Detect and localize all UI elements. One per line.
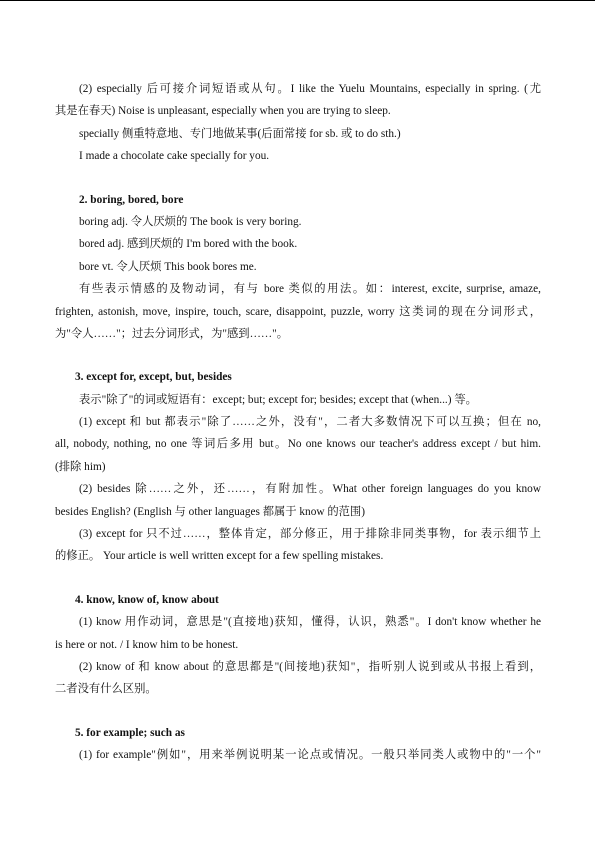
header-rule [0,0,595,1]
boring-definition: boring adj. 令人厌烦的 The book is very boring. [79,215,302,228]
besides-line-1: (2) besides 除……之外，还……，有附加性。What other foreign languages do you know [79,483,541,496]
especially-paragraph-line-1: (2) especially 后可接介词短语或从句。I like the Yuelu Mountains, especially in spring. (尤 [79,83,541,95]
emotion-verbs-note-line-1: 有些表示情感的及物动词，有与 bore 类似的用法。如：interest, excite, surprise, amaze, [79,283,541,296]
except-but-line-1: (1) except 和 but 都表示"除了……之外，没有"，二者大多数情况下可以互换；但在 no, [79,416,541,429]
section-heading-except: 3. except for, except, but, besides [75,371,232,384]
emotion-verbs-note-line-2: frighten, astonish, move, inspire, touch, scare, disappoint, puzzle, worry 这类词的现在分词形式， [55,305,541,318]
know-line-2: is here or not. / I know him to be honest. [55,638,239,651]
bore-definition: bore vt. 令人厌烦 This book bores me. [79,260,257,273]
bored-definition: bored adj. 感到厌烦的 I'm bored with the book. [79,238,298,251]
specially-definition: specially 侧重特意地、专门地做某事(后面常接 for sb. 或 to do sth.) [79,127,401,140]
document-body [55,78,541,767]
specially-example: I made a chocolate cake specially for you. [79,150,270,163]
except-intro: 表示"除了"的词或短语有：except; but; except for; besides; except that (when...) 等。 [79,393,477,406]
section-gap [55,168,541,189]
except-for-line-1: (3) except for 只不过……，整体肯定，部分修正，用于排除非同类事物，for 表示细节上 [79,528,541,541]
emotion-verbs-note-line-3: 为"令人……"；过去分词形式，为"感到……"。 [55,327,289,340]
section-heading-boring: 2. boring, bored, bore [79,193,184,206]
section-gap [55,345,541,366]
section-gap [55,701,541,722]
section-gap [55,568,541,589]
know-line-1: (1) know 用作动词，意思是"(直接地)获知，懂得，认识，熟悉"。I don't know whether he [79,616,541,629]
except-for-line-2: 的修正。 Your article is well written except for a few spelling mistakes. [55,550,384,563]
for-example-line-1: (1) for example"例如"，用来举例说明某一论点或情况。一般只举同类人或物中的"一个" [79,749,541,762]
section-heading-know: 4. know, know of, know about [75,593,219,606]
besides-line-2: besides English? (English 与 other languages 都属于 know 的范围) [55,505,365,518]
know-of-about-line-1: (2) know of 和 know about 的意思都是"(间接地)获知"，指听别人说到或从书报上看到， [79,660,541,673]
know-of-about-line-2: 二者没有什么区别。 [55,683,157,696]
except-but-line-2: all, nobody, nothing, no one 等词后多用 but。No one knows our teacher's address except / but him. [55,438,541,451]
especially-paragraph-line-2: 其是在春天) Noise is unpleasant, especially when you are trying to sleep. [55,105,391,118]
section-heading-for-example: 5. for example; such as [75,726,185,739]
except-but-line-3: (排除 him) [55,460,106,473]
